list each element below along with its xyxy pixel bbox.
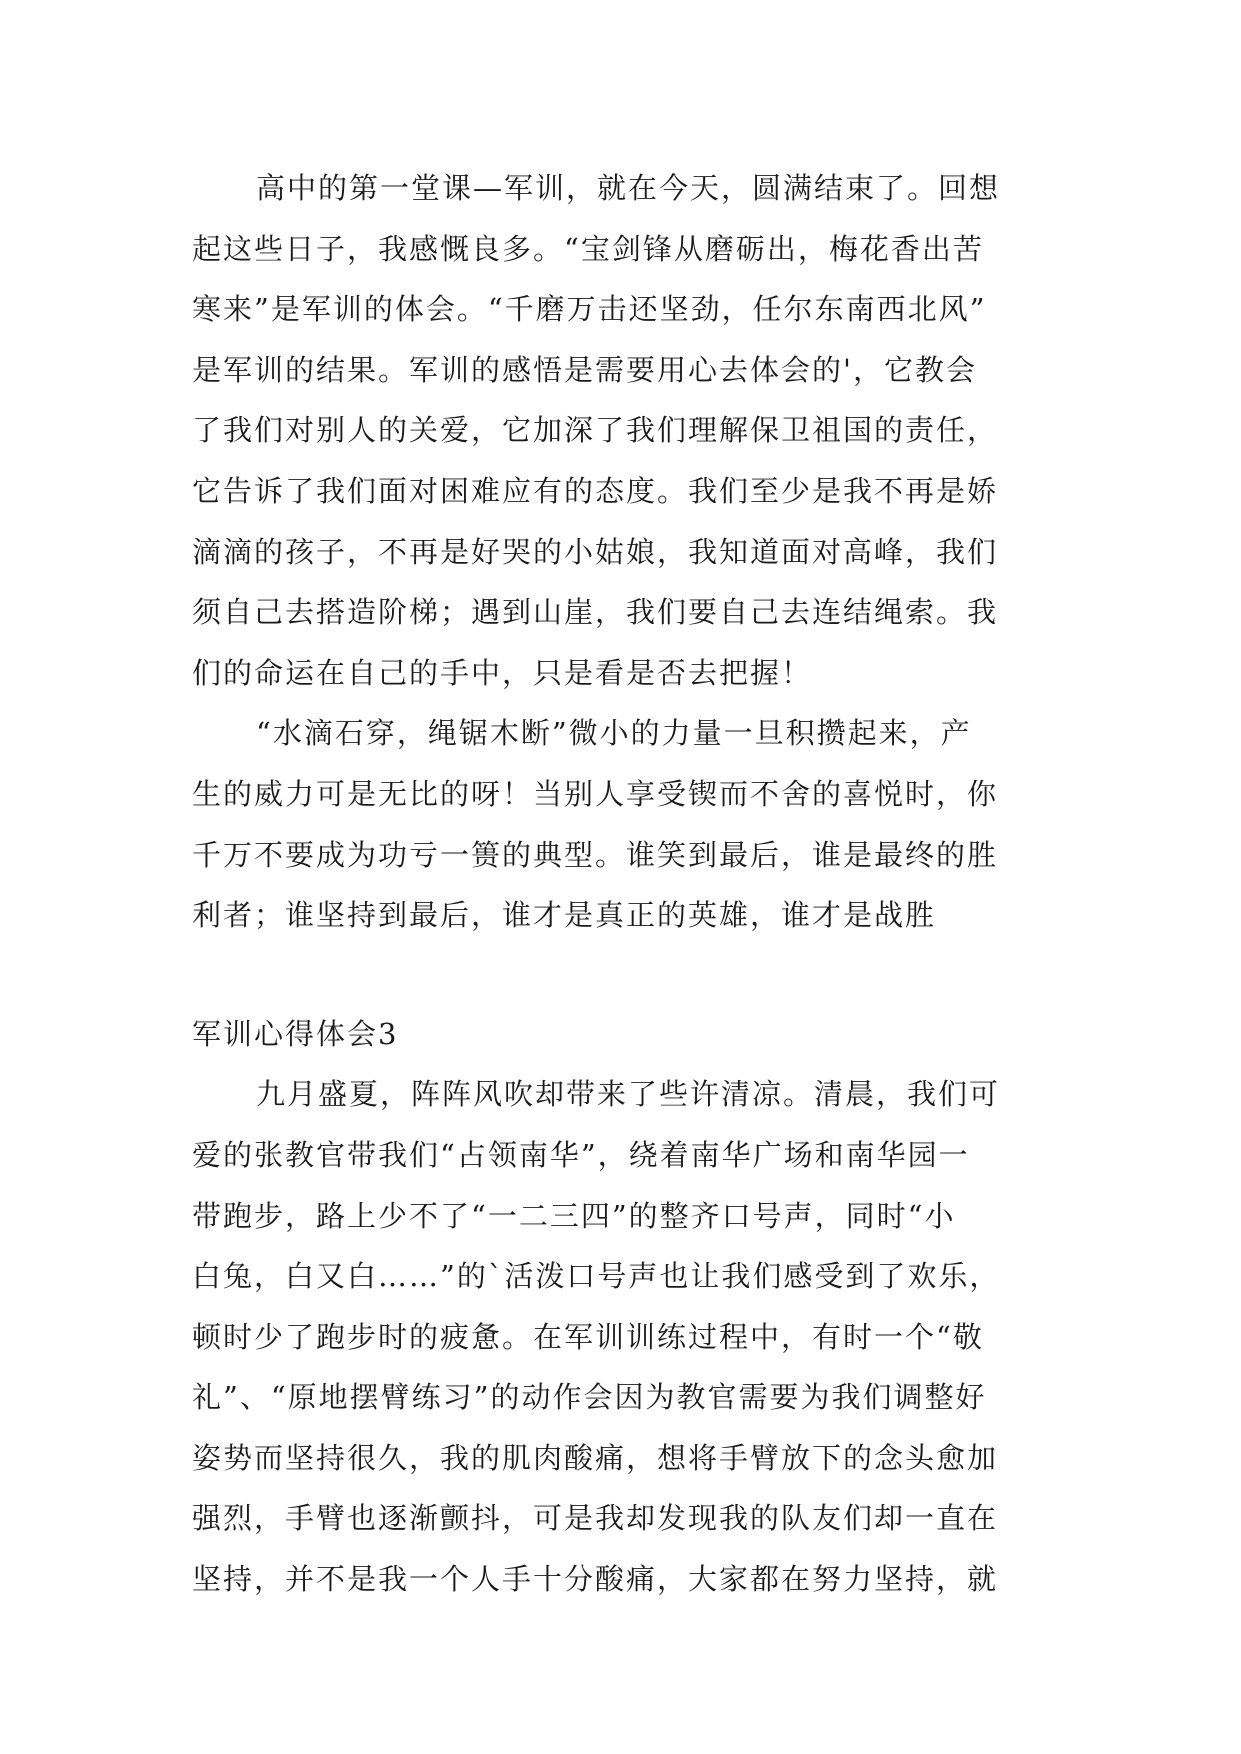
text-line: 姿势而坚持很久，我的肌肉酸痛，想将手臂放下的念头愈加 [192,1440,999,1475]
text-line: 寒来”是军训的体会。“千磨万击还坚劲，任尔东南西北风” [192,292,987,327]
section-gap [192,946,1052,1004]
text-line: 强烈，手臂也逐渐颤抖，可是我却发现我的队友们却一直在 [192,1501,999,1536]
text-line: 了我们对别人的关爱，它加深了我们理解保卫祖国的责任， [192,413,999,448]
paragraph-2 [192,703,1052,945]
text-line: 生的威力可是无比的呀！当别人享受锲而不舍的喜悦时，你 [192,776,999,811]
text-line: 顿时少了跑步时的疲惫。在军训训练过程中，有时一个“敬 [192,1319,984,1354]
text-line: 滴滴的孩子，不再是好哭的小姑娘，我知道面对高峰，我们 [192,534,999,569]
text-line: 利者；谁坚持到最后，谁才是真正的英雄，谁才是战胜 [192,898,937,933]
text-line: 起这些日子，我感慨良多。“宝剑锋从磨砺出，梅花香出苦 [192,231,984,266]
text-line: “水滴石穿，绳锯木断”微小的力量一旦积攒起来，产 [256,716,972,751]
text-line: 高中的第一堂课—军训，就在今天，圆满结束了。回想 [256,171,1001,205]
text-line: 白兔，白又白……”的`活泼口号声也让我们感受到了欢乐， [192,1259,1001,1294]
text-line: 们的命运在自己的手中，只是看是否去把握！ [192,655,813,690]
text-line: 九月盛夏，阵阵风吹却带来了些许清凉。清晨，我们可 [256,1077,1001,1112]
paragraph-1 [192,158,1052,703]
text-line: 礼”、“原地摆臂练习”的动作会因为教官需要为我们调整好 [192,1380,987,1415]
paragraph-3 [192,1064,1052,1609]
text-line: 是军训的结果。军训的感悟是需要用心去体会的'，它教会 [192,352,977,387]
section-heading: 军训心得体会3 [192,1016,399,1051]
text-line: 坚持，并不是我一个人手十分酸痛，大家都在努力坚持，就 [192,1562,999,1597]
text-line: 须自己去搭造阶梯；遇到山崖，我们要自己去连结绳索。我 [192,595,999,630]
document-body [192,158,1052,1610]
text-line: 爱的张教官带我们“占领南华”，绕着南华广场和南华园一 [192,1137,970,1172]
text-line: 它告诉了我们面对困难应有的态度。我们至少是我不再是娇 [192,473,999,508]
text-line: 千万不要成为功亏一篑的典型。谁笑到最后，谁是最终的胜 [192,837,999,872]
text-line: 带跑步，路上少不了“一二三四”的整齐口号声，同时“小 [192,1198,956,1233]
